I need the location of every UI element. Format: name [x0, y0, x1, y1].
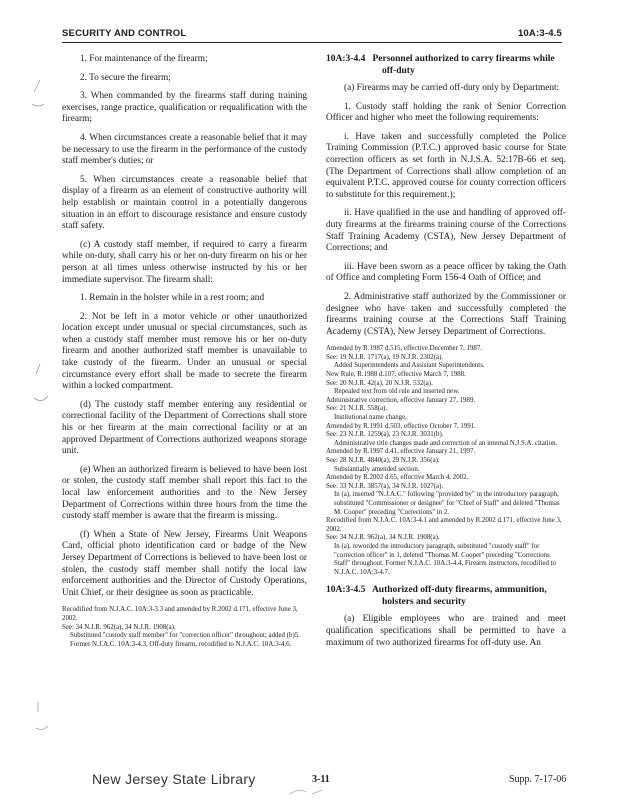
history-note: Recodified from N.J.A.C. 10A:3-3.3 and amended by R.2002 d.171, effective June 3, 2002.	[62, 606, 298, 622]
margin-mark	[28, 78, 48, 110]
list-item: 2. Not be left in a motor vehicle or other unauthorized location except under unusual or special circumstances, such as when a custody staff member must remove his or her on-duty firearm and another authorized staff member is unavailable to take custody of the firearm. Under an unusual or special circumstance every effort shall be made to secrete the firearm within a locked compartment.	[62, 311, 307, 392]
list-item: 2. Administrative staff authorized by the Commissioner or designee who have taken and successfully completed the firearms training course at the Corrections Staff Training Academy (CSTA), New Jersey Department of Corrections.	[326, 291, 566, 337]
margin-mark	[30, 362, 52, 406]
history-note: See: 34 N.J.R. 962(a), 34 N.J.R. 1908(a).	[326, 534, 440, 542]
history-note: Amended by R.1987 d.515, effective December 7, 1987.	[326, 345, 483, 353]
history-note: Amended by R.2002 d.65, effective March 4, 2002.	[326, 474, 469, 482]
list-item: 1. Custody staff holding the rank of Senior Correction Officer and higher who meet the following requirements:	[326, 101, 566, 124]
history-note: Substituted "custody staff member" for "correction officer" throughout; added (b)5. Former N.J.A.C. 10A:3-4.3, Off-duty firearm, recodified to N.J.A.C. 10A:3-4.6.	[70, 632, 300, 648]
library-stamp: New Jersey State Library	[92, 771, 256, 787]
section-heading-number: 10A:3-4.4	[326, 54, 366, 64]
history-note: Administrative correction, effective January 27, 1989.	[326, 396, 476, 404]
history-note: See: 19 N.J.R. 1717(a), 19 N.J.R. 2302(a).	[326, 353, 444, 361]
section-heading-title: Personnel authorized to carry firearms while off-duty	[372, 54, 555, 76]
history-note: In (a), reworded the introductory paragraph, substituted "custody staff" for "correction officer" in 1, deleted "Thomas M. Cooper" preceding "Corrections Staff" throughout. Former N.J.A.C. 10A:3-4.4, Firearm instructors, recodified to N.J.A.C. 10A:3-4.7.	[334, 542, 557, 576]
history-note: See: 33 N.J.R. 3857(a), 34 N.J.R. 1027(a).	[326, 482, 444, 490]
history-note: Recodified from N.J.A.C. 10A:3-4.1 and amended by R.2002 d.171, effective June 3, 2002.	[326, 517, 562, 533]
section-heading-title: Authorized off-duty firearms, ammunition, holsters and security	[371, 585, 547, 607]
roman-item: i. Have taken and successfully completed the Police Training Commission (P.T.C.) approved basic course for State correction officers as set forth in N.J.S.A. 52:17B-66 et seq. (The Department of Corrections shall allow completion of an equivalent P.T.C. approved course for county correction officers to substitute for this requirement.);	[326, 131, 566, 200]
running-header	[62, 28, 562, 43]
margin-mark	[288, 786, 324, 798]
list-item: 5. When circumstances create a reasonable belief that display of a firearm as an element of constructive authority will help establish or maintain control in a potentially dangerous situation in an effort to discourage resistance and ensure custody staff safety.	[62, 174, 307, 232]
history-note: Repealed text from old rule and inserted new.	[334, 388, 460, 396]
history-note: See: 34 N.J.R. 962(a), 34 N.J.R. 1908(a).	[62, 623, 176, 631]
history-note: In (a), inserted "N.J.A.C." following "provided by" in the introductory paragraph, substituted "Commissioner or designee" for "Chief of Staff" and deleted "Thomas M. Cooper" preceding "Corrections" in 2.	[334, 491, 560, 516]
list-item: 4. When circumstances create a reasonable belief that it may be necessary to use the firearm in the performance of the custody staff member's duties; or	[62, 132, 307, 167]
history-note: Administrative title changes made and correction of an internal N.J.S.A. citation.	[334, 439, 558, 447]
paragraph-a: (a) Eligible employees who are trained and meet qualification specifications shall be permitted to have a maximum of two authorized firearms for off-duty use. An	[326, 614, 566, 648]
section-heading-4-5	[326, 585, 566, 608]
right-column	[326, 54, 566, 656]
section-number: 10A:3-4.5	[517, 28, 562, 39]
history-note: See: 21 N.J.R. 558(a).	[326, 405, 388, 413]
paragraph-a: (a) Firearms may be carried off-duty only by Department:	[344, 83, 560, 93]
history-note: Amended by R.1997 d.41, effective January 21, 1997.	[326, 448, 476, 456]
left-column	[62, 54, 307, 649]
paragraph-d: (d) The custody staff member entering any residential or correctional facility of the Department of Corrections shall store his or her firearm at the main correctional facility or at an approved Department of Corrections authorized weapons storage unit.	[62, 399, 307, 457]
history-note: See: 28 N.J.R. 4840(a), 29 N.J.R. 356(a).	[326, 457, 440, 464]
paragraph-e: (e) When an authorized firearm is believed to have been lost or stolen, the custody staff member shall report this fact to the local law enforcement authorities and to the New Jersey Department of Corrections within three hours from the time the custody staff member is aware that the firearm is missing.	[62, 464, 307, 522]
history-note: See: 20 N.J.R. 42(a), 20 N.J.R. 532(a).	[326, 379, 433, 387]
history-note: New Rule, R.1988 d.107, effective March 7, 1988.	[326, 371, 466, 379]
paragraph-c: (c) A custody staff member, if required to carry a firearm while on-duty, shall carry his or her on-duty firearm on his or her person at all times unless otherwise instructed by his or her immediate supervisor. The firearm shall:	[62, 239, 307, 285]
section-heading-number: 10A:3-4.5	[326, 585, 366, 596]
history-notes	[326, 345, 566, 577]
roman-item: ii. Have qualified in the use and handling of approved off-duty firearms at the firearms training course of the Corrections Staff Training Academy (CSTA), New Jersey Department of Corrections; and	[326, 208, 566, 254]
history-note: Amended by R.1991 d.503, effective October 7, 1991.	[326, 422, 476, 430]
history-notes	[62, 606, 307, 649]
chapter-title: SECURITY AND CONTROL	[62, 28, 187, 39]
history-note: Substantially amended section.	[334, 465, 420, 473]
history-note: Added Superintendents and Assistant Superintendents.	[334, 362, 485, 370]
history-note: See: 23 N.J.R. 1259(a), 23 N.J.R. 3031(b).	[326, 431, 444, 439]
roman-item: iii. Have been sworn as a peace officer by taking the Oath of Office and completing Form 156-4 Oath of Office; and	[326, 261, 566, 284]
list-item: 1. For maintenance of the firearm;	[80, 54, 208, 64]
page-number: 3-11	[312, 774, 330, 785]
history-note: Institutional name change.	[334, 414, 407, 422]
section-heading-4-4	[326, 54, 566, 77]
list-item: 3. When commanded by the firearms staff during training exercises, range practice, qualification or requalification with the firearm;	[62, 91, 307, 125]
paragraph-f: (f) When a State of New Jersey, Firearms Unit Weapons Card, official photo identification card or badge of the New Jersey Department of Corrections is believed to have been lost or stolen, the custody staff member shall notify the local law enforcement authorities and the Director of Custody Operations, Unit Chief, or their designee as soon as practicable.	[62, 529, 307, 598]
list-item: 1. Remain in the holster while in a rest room; and	[80, 293, 265, 304]
margin-mark	[32, 700, 52, 734]
supplement-date: Supp. 7-17-06	[509, 774, 567, 785]
list-item: 2. To secure the firearm;	[80, 72, 171, 83]
